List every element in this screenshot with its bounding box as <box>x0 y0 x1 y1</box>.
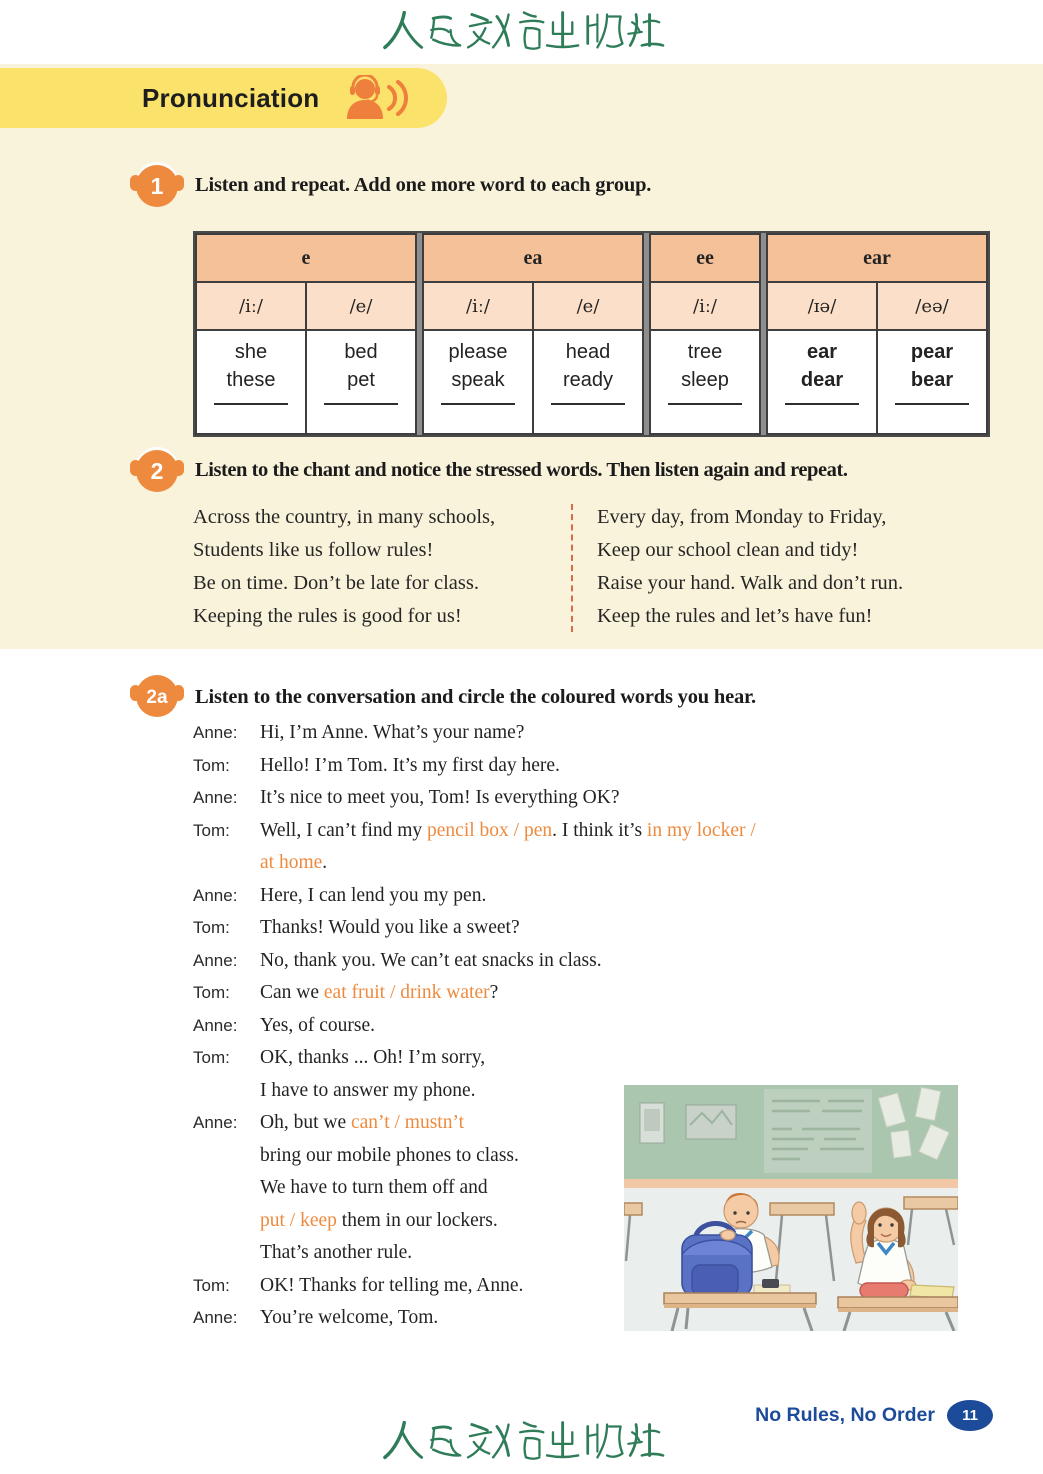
dialogue-line <box>193 787 953 820</box>
word: bear <box>910 369 954 391</box>
speaker-label: Tom: <box>193 755 230 775</box>
publisher-logo-calligraphy <box>383 1416 665 1464</box>
dialogue-text <box>260 852 327 874</box>
dialogue-line <box>193 982 953 1015</box>
dialogue-text <box>260 820 756 842</box>
chant-line: Keeping the rules is good for us! <box>193 605 462 627</box>
words-cell <box>877 330 987 434</box>
dialogue-line <box>193 1047 953 1080</box>
dialogue-text <box>260 1047 485 1069</box>
word: dear <box>800 369 844 391</box>
coloured-choice-words: pencil box / pen <box>427 819 553 841</box>
plain-text: Oh, but we <box>260 1112 351 1133</box>
phonics-table <box>193 231 990 437</box>
speaker-label: Anne: <box>193 1308 238 1327</box>
speaker-label: Tom: <box>193 820 230 840</box>
chant-line: Keep the rules and let’s have fun! <box>597 605 873 627</box>
dialogue-text <box>260 787 619 809</box>
coloured-choice-words: eat fruit / drink water <box>323 982 490 1003</box>
page-number-badge <box>947 1400 993 1431</box>
word: please <box>448 341 508 363</box>
phonics-group-ee <box>649 233 761 435</box>
speaker-label: Anne: <box>193 885 238 905</box>
dialogue-text <box>260 1177 488 1199</box>
word: ready <box>562 369 614 391</box>
word: speak <box>451 369 505 391</box>
plain-text: Thanks! Would you like a sweet? <box>260 917 520 938</box>
answer-blank-line <box>324 403 398 405</box>
dialogue-text <box>260 1015 375 1037</box>
dialogue-line <box>193 722 953 755</box>
page-number: 11 <box>962 1407 978 1424</box>
speaker-person-icon <box>343 75 409 121</box>
answer-blank-line <box>551 403 625 405</box>
dialogue-text <box>260 755 560 777</box>
answer-blank-line <box>895 403 969 405</box>
activity1-headphones-badge <box>129 150 185 210</box>
dialogue-line <box>193 885 953 918</box>
plain-text: I have to answer my phone. <box>260 1079 476 1101</box>
dialogue-text <box>260 1275 523 1297</box>
speaker-label: Anne: <box>193 1113 238 1132</box>
word: tree <box>687 341 723 363</box>
words-cell <box>650 330 760 434</box>
dialogue-line <box>193 755 953 788</box>
word: sleep <box>681 369 729 391</box>
words-cell <box>306 330 416 434</box>
dialogue-text <box>260 1242 412 1264</box>
activity2a-title: Listen to the conversation and circle the coloured words you hear. <box>195 686 756 708</box>
word: she <box>234 341 268 363</box>
chant-line: Every day, from Monday to Friday, <box>597 506 887 528</box>
section-banner <box>0 68 447 128</box>
word: ear <box>806 341 838 363</box>
phonics-group-ea <box>422 233 644 435</box>
group-letter: ea <box>423 234 643 282</box>
dialogue-line <box>193 1015 953 1048</box>
speaker-label: Tom: <box>193 918 230 937</box>
coloured-choice-words: put / keep <box>260 1209 337 1231</box>
plain-text: ? <box>489 982 499 1003</box>
plain-text: them in our lockers. <box>336 1209 498 1231</box>
chant-line: Across the country, in many schools, <box>193 506 496 528</box>
chant-line: Students like us follow rules! <box>193 539 434 561</box>
plain-text: OK! Thanks for telling me, Anne. <box>260 1274 524 1296</box>
word: pear <box>910 341 954 363</box>
plain-text: We have to turn them off and <box>260 1177 488 1198</box>
chant-right-column <box>597 501 903 633</box>
dialogue-text <box>260 1112 464 1134</box>
chant-line: Be on time. Don’t be late for class. <box>193 572 479 594</box>
classroom-illustration <box>624 1085 958 1331</box>
word: head <box>565 341 611 363</box>
dialogue-line <box>193 917 953 950</box>
activity2a-headphones-badge <box>129 660 185 720</box>
activity2a-number: 2a <box>146 687 168 708</box>
phoneme-cell: /iː/ <box>196 282 306 330</box>
group-letter: ear <box>767 234 987 282</box>
words-cell <box>767 330 877 434</box>
speaker-label: Anne: <box>193 1015 238 1035</box>
words-cell <box>423 330 533 434</box>
chant-divider <box>571 504 573 632</box>
activity2-title: Listen to the chant and notice the stressed words. Then listen again and repeat. <box>195 459 848 481</box>
plain-text: It’s nice to meet you, Tom! Is everything OK? <box>260 787 620 808</box>
plain-text: OK, thanks ... Oh! I’m sorry, <box>260 1047 486 1068</box>
dialogue-text <box>260 950 602 972</box>
phoneme-cell: /iː/ <box>650 282 760 330</box>
phonics-group-ear <box>766 233 988 435</box>
phoneme-cell: /ɪə/ <box>767 282 877 330</box>
answer-blank-line <box>668 403 742 405</box>
phoneme-cell: /iː/ <box>423 282 533 330</box>
dialogue-line <box>193 820 953 853</box>
speaker-label: Anne: <box>193 950 238 970</box>
activity2-headphones-badge <box>129 435 185 495</box>
speaker-label: Tom: <box>193 1275 230 1295</box>
word: bed <box>344 341 378 363</box>
dialogue-text <box>260 917 520 939</box>
plain-text: Can we <box>260 982 324 1003</box>
plain-text: You’re welcome, Tom. <box>260 1307 439 1328</box>
dialogue-text <box>260 722 524 744</box>
answer-blank-line <box>785 403 859 405</box>
group-letter: ee <box>650 234 760 282</box>
speaker-label: Tom: <box>193 1048 230 1067</box>
dialogue-line <box>193 950 953 983</box>
plain-text: That’s another rule. <box>260 1242 413 1263</box>
section-title: Pronunciation <box>142 82 320 113</box>
phoneme-cell: /eə/ <box>877 282 987 330</box>
speaker-label: Anne: <box>193 788 238 807</box>
word: pet <box>347 369 375 391</box>
group-letter: e <box>196 234 416 282</box>
phoneme-cell: /e/ <box>533 282 643 330</box>
activity1-title: Listen and repeat. Add one more word to each group. <box>195 174 652 196</box>
plain-text: Yes, of course. <box>260 1014 376 1036</box>
answer-blank-line <box>441 403 515 405</box>
answer-blank-line <box>214 403 288 405</box>
plain-text: Hello! I’m Tom. It’s my first day here. <box>260 754 560 776</box>
dialogue-line <box>193 852 953 885</box>
activity1-number: 1 <box>150 173 164 199</box>
chant-left-column <box>193 501 495 633</box>
publisher-logo-calligraphy <box>383 6 665 54</box>
footer-unit-title: No Rules, No Order <box>755 1404 935 1426</box>
dialogue-text <box>260 1145 519 1167</box>
coloured-choice-words: can’t / mustn’t <box>351 1112 465 1133</box>
words-cell <box>533 330 643 434</box>
dialogue-text <box>260 1210 498 1232</box>
plain-text: . I think it’s <box>552 819 647 841</box>
speaker-label: Anne: <box>193 723 238 742</box>
phonics-group-e <box>195 233 417 435</box>
plain-text: Hi, I’m Anne. What’s your name? <box>260 722 525 743</box>
activity2-number: 2 <box>150 458 164 484</box>
plain-text: bring our mobile phones to class. <box>260 1144 519 1166</box>
word: these <box>226 369 276 391</box>
coloured-choice-words: at home <box>260 852 323 873</box>
dialogue-text <box>260 1307 438 1329</box>
chant-line: Raise your hand. Walk and don’t run. <box>597 572 904 594</box>
chant-line: Keep our school clean and tidy! <box>597 539 859 561</box>
plain-text: Here, I can lend you my pen. <box>260 884 487 906</box>
words-cell <box>196 330 306 434</box>
phoneme-cell: /e/ <box>306 282 416 330</box>
coloured-choice-words: in my locker / <box>646 819 756 841</box>
dialogue-text <box>260 1080 476 1102</box>
plain-text: No, thank you. We can’t eat snacks in class. <box>260 949 602 971</box>
speaker-label: Tom: <box>193 983 230 1002</box>
plain-text: . <box>322 852 328 873</box>
plain-text: Well, I can’t find my <box>260 819 428 841</box>
dialogue-text <box>260 885 486 907</box>
dialogue-text <box>260 982 498 1004</box>
